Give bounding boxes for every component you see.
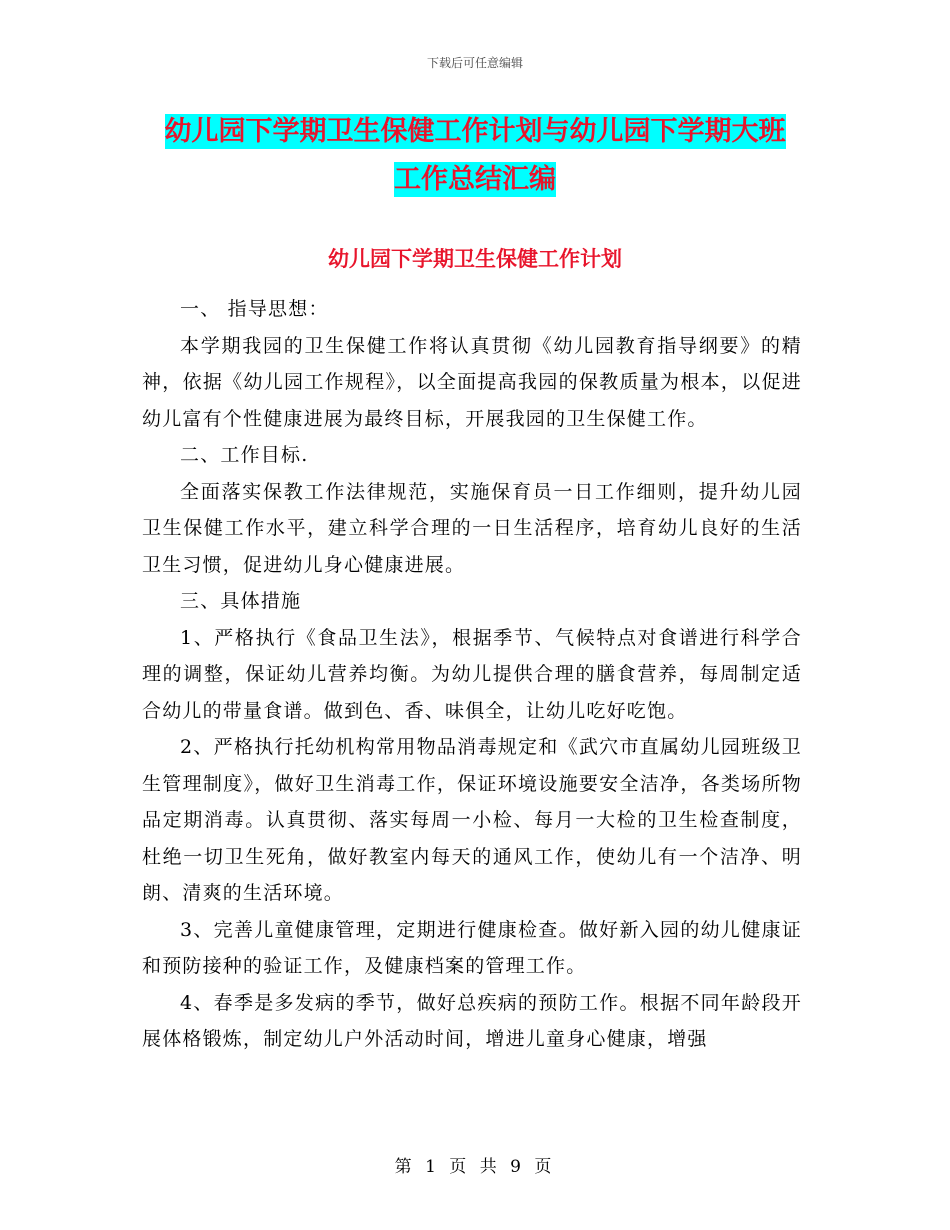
paragraph: 二、工作目标.	[180, 444, 309, 466]
paragraph: 2、严格执行托幼机构常用物品消毒规定和《武穴市直属幼儿园班级卫生管理制度》，做好卫生消毒工作，保证环境设施要安全洁净，各类场所物品定期消毒。认真贯彻、落实每周一小检、每月一大检的卫生检查制度，杜绝一切卫生死角，做好教室内每天的通风工作，使幼儿有一个洁净、明朗、清爽的生活环境。	[142, 736, 802, 904]
document-title-line-1: 幼儿园下学期卫生保健工作计划与幼儿园下学期大班	[164, 116, 786, 147]
document-body	[142, 291, 802, 1058]
section-title: 幼儿园下学期卫生保健工作计划	[328, 247, 622, 271]
paragraph: 1、严格执行《食品卫生法》，根据季节、气候特点对食谱进行科学合理的调整，保证幼儿营养均衡。为幼儿提供合理的膳食营养，每周制定适合幼儿的带量食谱。做到色、香、味俱全，让幼儿吃好吃饱。	[142, 626, 802, 722]
paragraph: 三、具体措施	[180, 590, 302, 612]
header-note: 下载后可任意编辑	[426, 56, 523, 70]
paragraph: 全面落实保教工作法律规范，实施保育员一日工作细则，提升幼儿园卫生保健工作水平，建立科学合理的一日生活程序，培育幼儿良好的生活卫生习惯，促进幼儿身心健康进展。	[142, 480, 802, 576]
paragraph: 4、春季是多发病的季节，做好总疾病的预防工作。根据不同年龄段开展体格锻炼，制定幼儿户外活动时间，增进儿童身心健康，增强	[142, 991, 802, 1050]
paragraph: 本学期我园的卫生保健工作将认真贯彻《幼儿园教育指导纲要》的精神，依据《幼儿园工作规程》，以全面提高我园的保教质量为根本，以促进幼儿富有个性健康进展为最终目标，开展我园的卫生保健工作。	[142, 334, 802, 430]
document-title	[140, 108, 810, 204]
page-footer: 第 1 页 共 9 页	[394, 1157, 556, 1177]
paragraph: 一、 指导思想：	[180, 298, 329, 320]
paragraph: 3、完善儿童健康管理，定期进行健康检查。做好新入园的幼儿健康证和预防接种的验证工作，及健康档案的管理工作。	[142, 918, 802, 977]
document-title-line-2: 工作总结汇编	[394, 164, 556, 195]
